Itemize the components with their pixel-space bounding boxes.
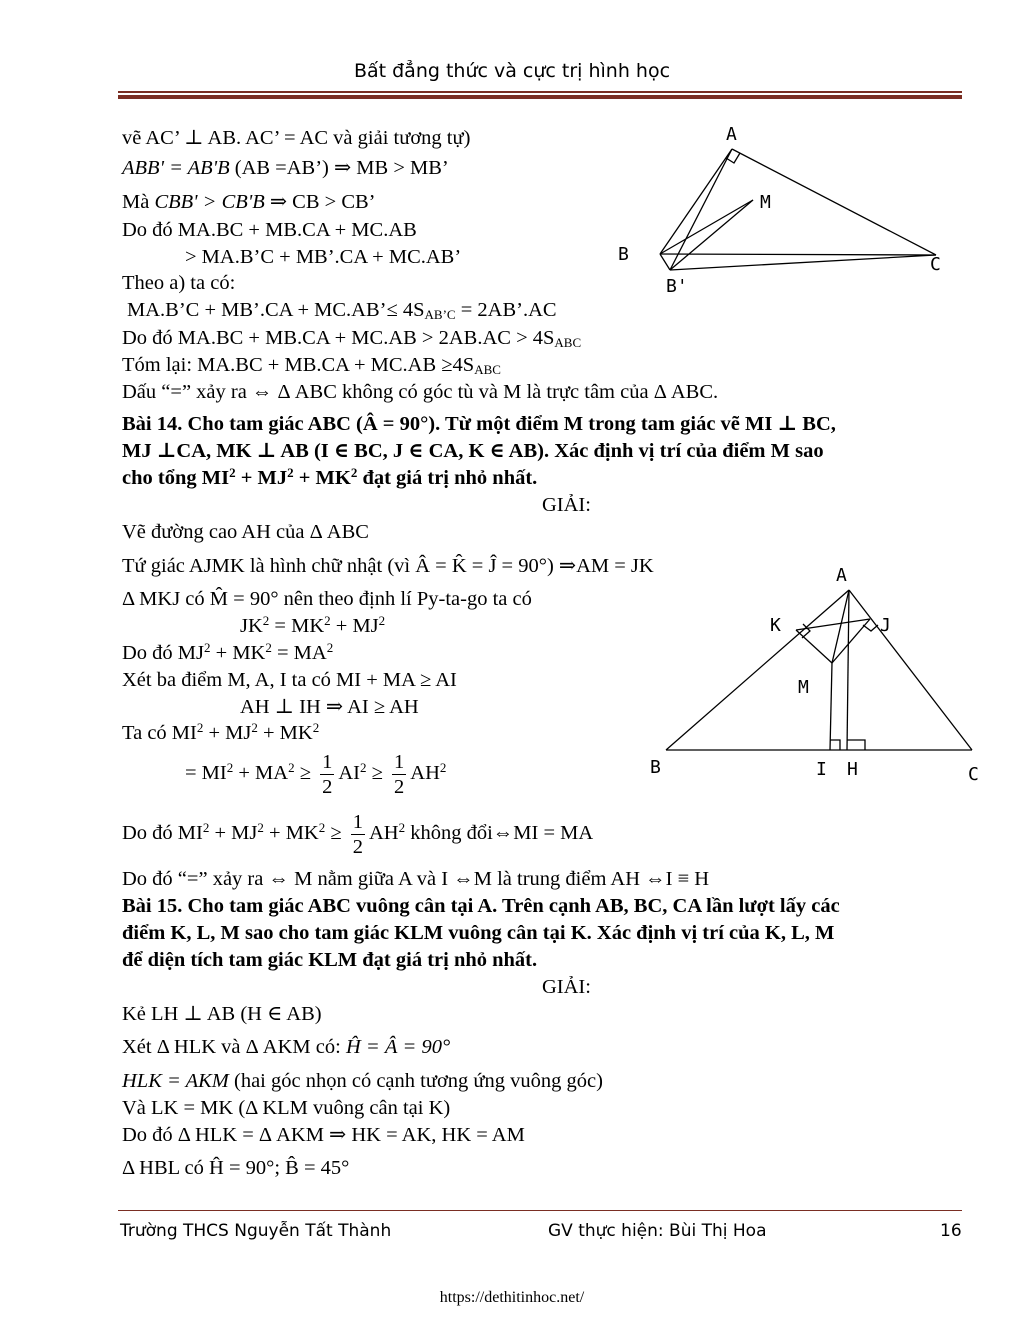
footer-school: Trường THCS Nguyễn Tất Thành (120, 1221, 392, 1241)
subscript: ABC (554, 335, 582, 350)
text-segment: AH (369, 822, 399, 845)
solution-heading: GIẢI: (542, 494, 591, 516)
superscript: 2 (439, 760, 447, 776)
text-line (122, 190, 376, 214)
superscript: 2 (326, 640, 334, 655)
text-segment: AI (338, 762, 360, 785)
text-segment: Do đó MI (122, 822, 203, 845)
text-line (122, 641, 333, 665)
segment-AM (832, 590, 849, 663)
segment-MI (830, 663, 832, 750)
angle-expression: CBB' > CB'B (154, 191, 265, 213)
problem-14-line: MJ ⊥CA, MK ⊥ AB (I ∈ BC, J ∈ CA, K ∈ AB). Xác định vị trí của điểm M sao (122, 440, 824, 462)
text-segment: Do đó MJ (122, 642, 205, 664)
subscript: AB’C (424, 307, 456, 322)
superscript: 2 (265, 640, 272, 655)
text-line: Dấu “=” xảy ra ⇔ Δ ABC không có góc tù và M là trực tâm của Δ ABC. (122, 381, 719, 403)
segment-AB (660, 149, 732, 254)
text-line: > MA.B’C + MB’.CA + MC.AB’ (185, 246, 462, 268)
segment-AB-prime (670, 149, 732, 270)
angle-expression: Ĥ = Â = 90° (345, 1036, 451, 1058)
math-line (185, 750, 446, 799)
text-segment: (hai góc nhọn có cạnh tương ứng vuông góc) (228, 1070, 603, 1092)
segment-MB (660, 200, 753, 254)
superscript: 2 (202, 820, 210, 836)
text-line (122, 1069, 603, 1093)
footer-teacher: GV thực hiện: Bùi Thị Hoa (548, 1221, 767, 1241)
text-line (127, 298, 557, 322)
denominator: 2 (322, 776, 333, 798)
point-label-C: C (930, 254, 941, 275)
problem-14-line: Bài 14. Cho tam giác ABC (Â = 90°). Từ một điểm M trong tam giác vẽ MI ⊥ BC, (122, 413, 836, 435)
text-line (122, 353, 501, 377)
point-label-B: B (650, 757, 661, 778)
text-segment: ⇒ CB > CB’ (264, 191, 376, 213)
segment-AB (666, 590, 849, 750)
text-line: Do đó “=” xảy ra ⇔ M nằm giữa A và I ⇔M là trung điểm AH ⇔I ≡ H (122, 868, 710, 890)
angle-expression: HLK = AKM (122, 1070, 229, 1092)
text-segment: Mà (122, 191, 155, 213)
text-segment: + MJ (209, 822, 258, 845)
text-line: Xét ba điểm M, A, I ta có MI + MA ≥ AI (122, 669, 457, 691)
text-segment: + MK (293, 467, 351, 489)
right-angle-mark-I (830, 740, 840, 750)
point-label-H: H (847, 759, 858, 780)
superscript: 2 (257, 820, 264, 836)
text-line: Δ HBL có Ĥ = 90°; B̂ = 45° (122, 1157, 350, 1179)
superscript: 2 (288, 760, 295, 776)
math-line (122, 810, 593, 859)
point-label-M: M (798, 677, 809, 698)
subscript: ABC (474, 362, 501, 377)
text-line: AH ⊥ IH ⇒ AI ≥ AH (240, 696, 419, 718)
text-line: Theo a) ta có: (122, 272, 236, 294)
text-segment: ≥ (325, 822, 347, 845)
superscript: 2 (204, 640, 211, 655)
fraction-one-half (351, 810, 365, 859)
altitude-AH (847, 590, 849, 750)
segment-MK (796, 630, 832, 663)
point-label-A: A (726, 124, 737, 145)
text-segment: MA.B’C + MB’.CA + MC.AB’≤ 4S (127, 299, 425, 321)
text-segment: + MK (263, 822, 319, 845)
point-label-B-prime: B' (666, 276, 688, 297)
superscript: 2 (229, 465, 236, 480)
text-segment: + MK (257, 722, 313, 744)
fraction-one-half (392, 750, 406, 799)
point-label-A: A (836, 565, 847, 586)
text-segment: = MA (271, 642, 327, 664)
superscript: 2 (196, 720, 204, 735)
text-segment: ≥ (294, 762, 317, 785)
numerator: 1 (322, 751, 333, 773)
text-segment: Ta có MI (122, 722, 197, 744)
text-line: Kẻ LH ⊥ AB (H ∈ AB) (122, 1003, 322, 1025)
text-segment: AH (410, 762, 440, 785)
fraction-one-half (320, 750, 334, 799)
superscript: 2 (360, 760, 367, 776)
problem-15-line: để diện tích tam giác KLM đạt giá trị nhỏ nhất. (122, 949, 538, 971)
segment-MB-prime (670, 200, 753, 270)
segment-B-B-prime (660, 254, 670, 270)
problem-14-line (122, 466, 537, 490)
superscript: 2 (251, 720, 258, 735)
denominator: 2 (394, 776, 405, 798)
point-label-J: J (880, 615, 891, 636)
superscript: 2 (378, 613, 386, 628)
text-segment: + MJ (235, 467, 288, 489)
text-segment: Tóm lại: MA.BC + MB.CA + MC.AB ≥4S (122, 354, 475, 376)
text-segment: Xét Δ HLK và Δ AKM có: (122, 1036, 346, 1058)
text-segment: = MK (269, 615, 325, 637)
segment-B-prime-C (670, 255, 936, 270)
segment-AC (849, 590, 972, 750)
text-segment: đạt giá trị nhỏ nhất. (357, 467, 538, 489)
superscript: 2 (262, 613, 270, 628)
point-label-C: C (968, 764, 979, 785)
page-number: 16 (940, 1221, 962, 1241)
point-label-B: B (618, 244, 629, 265)
header-rule-thick (118, 95, 962, 99)
point-label-I: I (816, 759, 827, 780)
text-line: Vẽ đường cao AH của Δ ABC (122, 521, 369, 543)
text-segment: + MJ (330, 615, 379, 637)
text-segment: JK (240, 615, 263, 637)
text-line: Do đó MA.BC + MB.CA + MC.AB (122, 219, 417, 241)
text-line (122, 1035, 450, 1059)
angle-expression: ABB' = AB'B (122, 157, 230, 179)
problem-15-line: điểm K, L, M sao cho tam giác KLM vuông cân tại K. Xác định vị trí của K, L, M (122, 922, 835, 944)
text-line: Do đó Δ HLK = Δ AKM ⇒ HK = AK, HK = AM (122, 1124, 525, 1146)
text-segment: Do đó MA.BC + MB.CA + MC.AB > 2AB.AC > 4S (122, 327, 555, 349)
text-segment: + MK (210, 642, 266, 664)
text-segment: không đổi⇔MI = MA (405, 822, 594, 845)
superscript: 2 (350, 465, 358, 480)
text-line (122, 721, 319, 745)
footer-rule (118, 1210, 962, 1211)
text-line: Δ MKJ có M̂ = 90° nên theo định lí Py-ta-go ta có (122, 588, 532, 610)
problem-15-line: Bài 15. Cho tam giác ABC vuông cân tại A. Trên cạnh AB, BC, CA lần lượt lấy các (122, 895, 840, 917)
text-segment: + MA (233, 762, 289, 785)
text-line (240, 614, 385, 638)
geometry-figure-orthocenter (610, 120, 990, 305)
text-line (122, 156, 449, 180)
numerator: 1 (352, 811, 363, 833)
header-rule-thin (118, 91, 962, 93)
segment-BC (660, 254, 936, 255)
point-label-M: M (760, 192, 771, 213)
superscript: 2 (287, 465, 294, 480)
text-segment: cho tổng MI (122, 467, 230, 489)
point-label-K: K (770, 615, 781, 636)
text-line: vẽ AC’ ⊥ AB. AC’ = AC và giải tương tự) (122, 127, 471, 149)
superscript: 2 (226, 760, 234, 776)
text-segment: ≥ (366, 762, 389, 785)
text-segment: + MJ (203, 722, 252, 744)
numerator: 1 (394, 751, 405, 773)
text-line (122, 326, 581, 350)
superscript: 2 (324, 613, 331, 628)
superscript: 2 (318, 820, 326, 836)
page-header-title: Bất đẳng thức và cực trị hình học (353, 60, 671, 82)
solution-heading: GIẢI: (542, 976, 591, 998)
text-segment: = 2AB’.AC (455, 299, 557, 321)
text-line: Và LK = MK (Δ KLM vuông cân tại K) (122, 1097, 451, 1119)
right-angle-mark-H (847, 740, 865, 750)
text-line: Tứ giác AJMK là hình chữ nhật (vì Â = K̂ = Ĵ = 90°) ⇒AM = JK (122, 555, 654, 577)
superscript: 2 (398, 820, 406, 836)
denominator: 2 (352, 836, 363, 858)
right-angle-mark-J (863, 625, 878, 631)
geometry-figure-right-triangle (640, 555, 1000, 790)
text-segment: = MI (185, 762, 227, 785)
superscript: 2 (312, 720, 320, 735)
text-segment: (AB =AB’) ⇒ MB > MB’ (229, 157, 449, 179)
source-url[interactable]: https://dethitinhoc.net/ (439, 1289, 585, 1306)
